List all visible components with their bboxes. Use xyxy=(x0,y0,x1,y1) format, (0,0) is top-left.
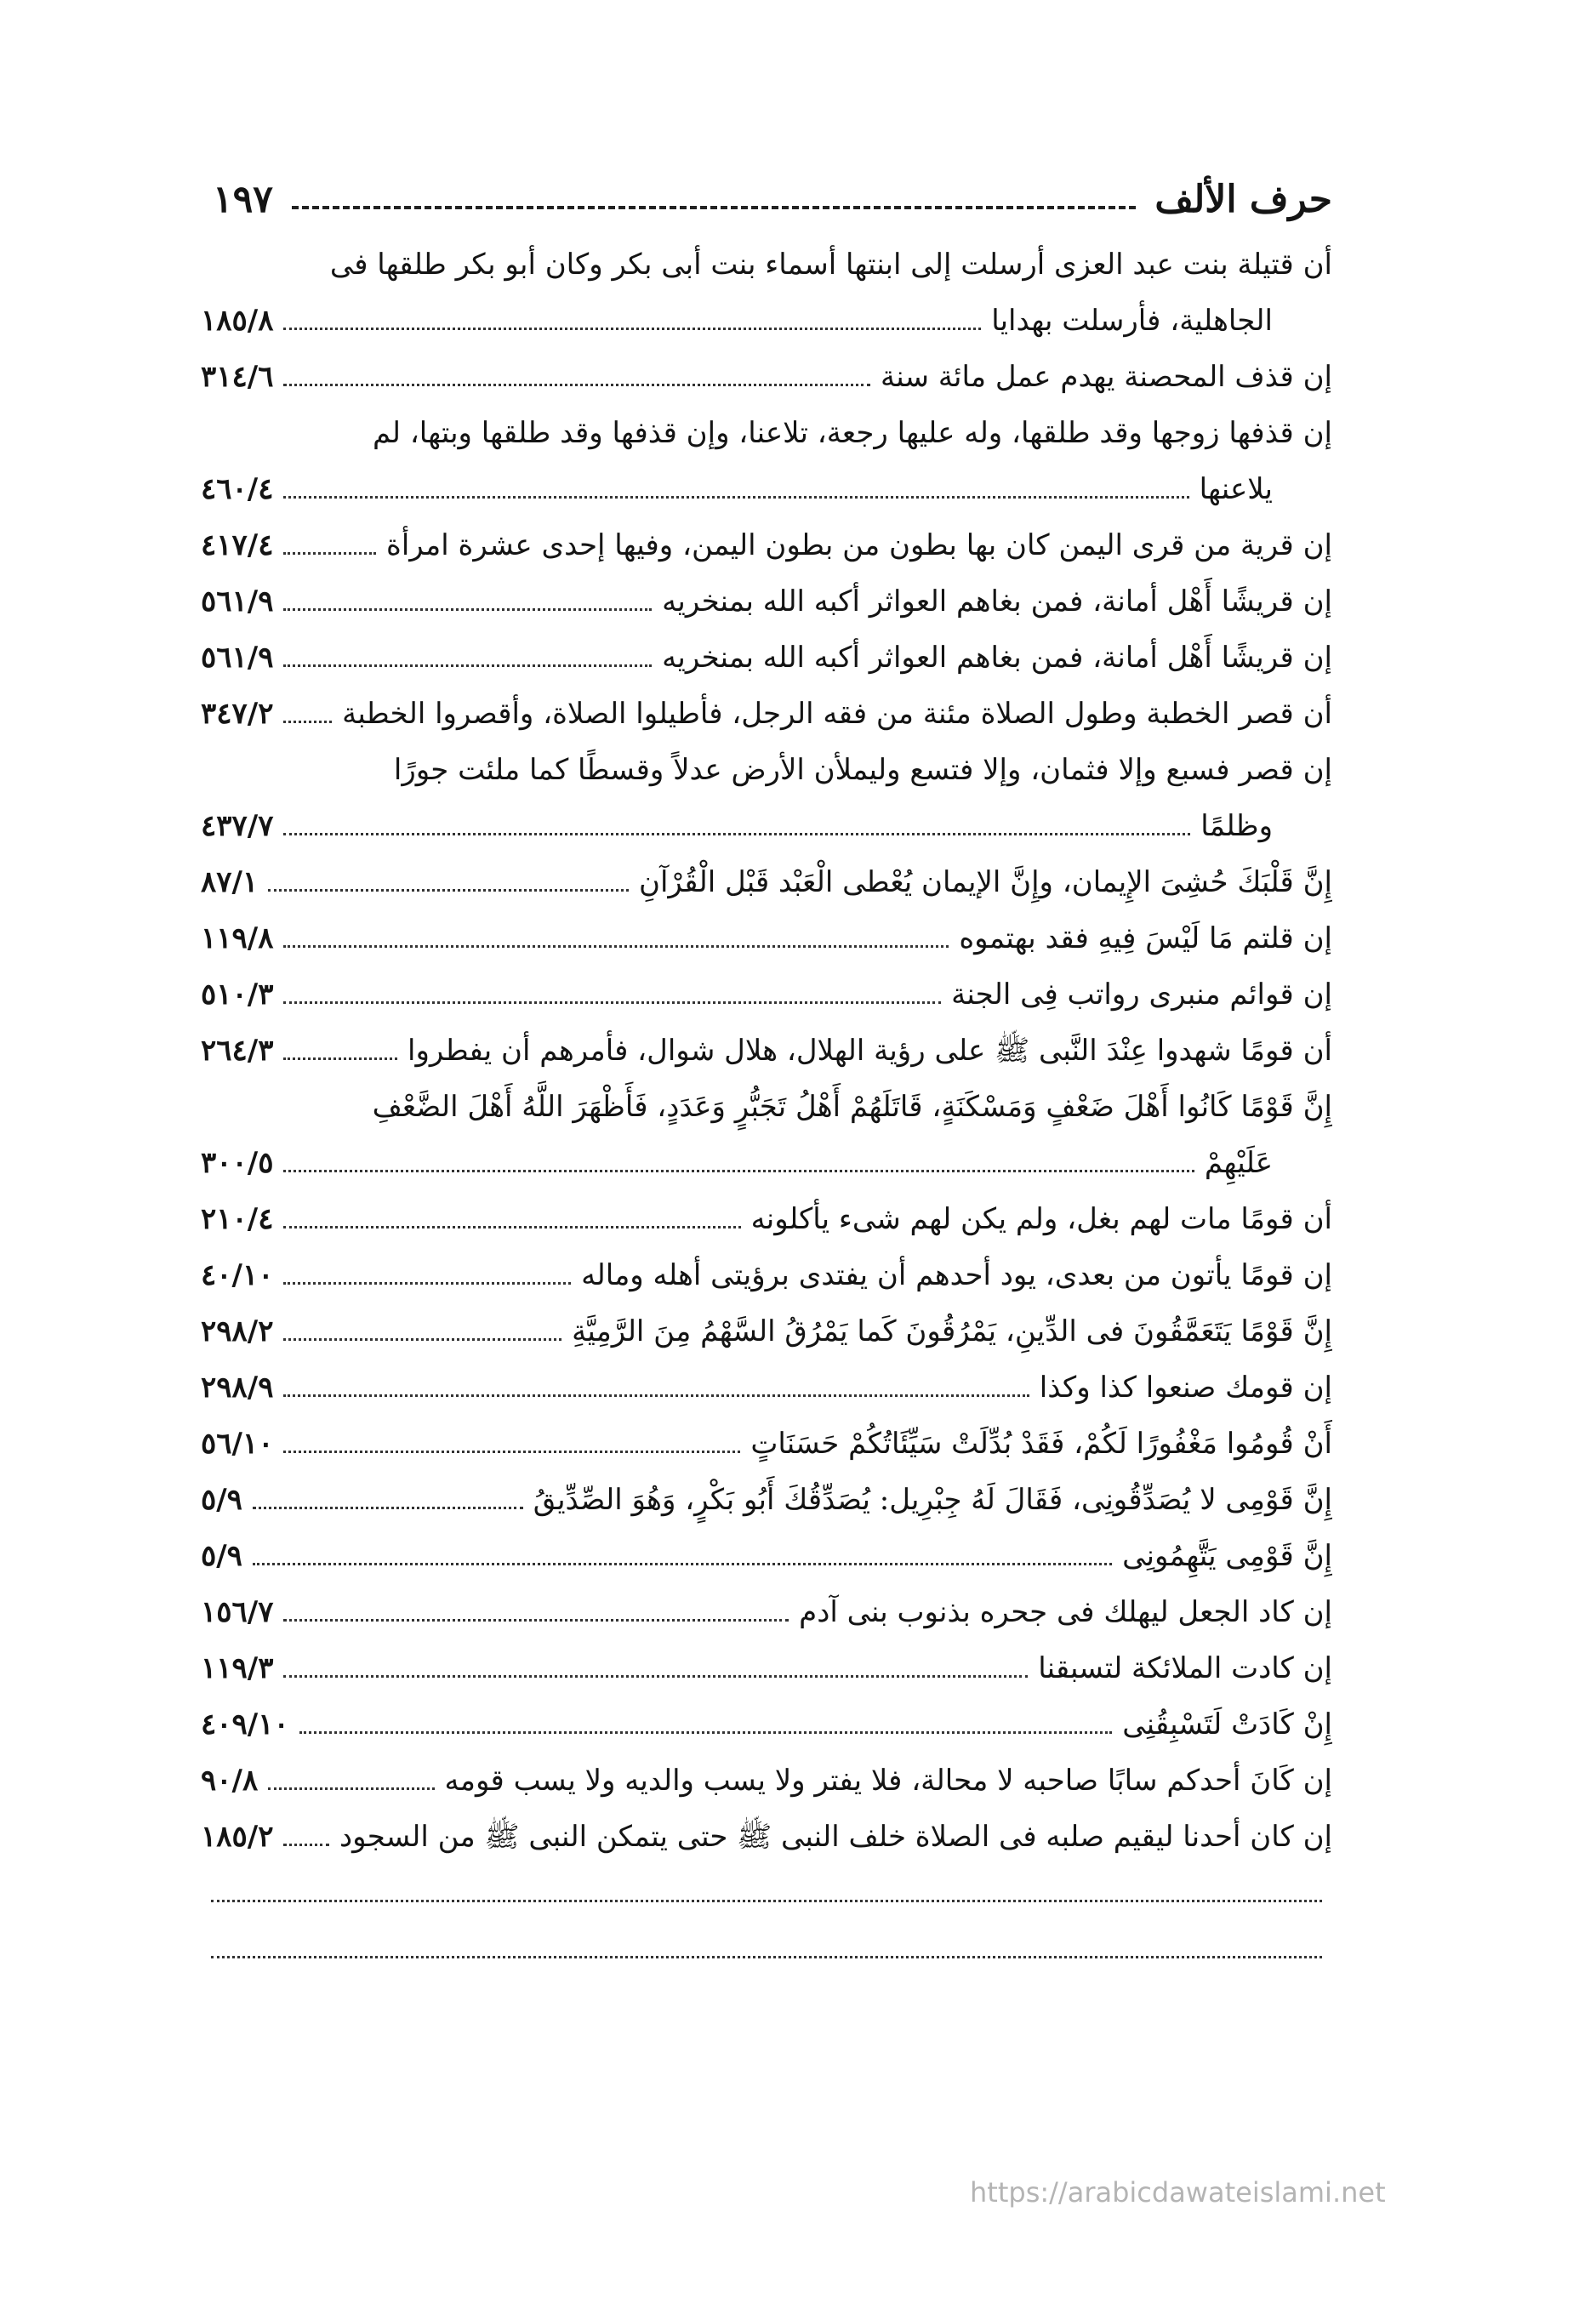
entry-reference: ١١٩/٨ xyxy=(201,921,274,955)
index-entry xyxy=(201,1247,1332,1303)
entry-reference: ٣١٤/٦ xyxy=(201,360,274,394)
leader-dots xyxy=(283,649,652,667)
leader-dots xyxy=(268,1772,434,1790)
entry-text-line: إن قلتم مَا لَيْسَ فِيهِ فقد بهتموه xyxy=(959,921,1332,955)
index-entry xyxy=(201,1528,1332,1584)
index-entry xyxy=(201,1079,1332,1191)
leader-dots xyxy=(268,874,629,892)
index-entry xyxy=(201,1696,1332,1753)
entry-text-line: إن قومًا يأتون من بعدى، يود أحدهم أن يفتدى برؤيتى أهله وماله xyxy=(581,1258,1332,1292)
index-entry xyxy=(201,1191,1332,1247)
index-entry xyxy=(201,405,1332,517)
leader-dots xyxy=(283,1267,571,1285)
index-entry xyxy=(201,686,1332,742)
leader-dots xyxy=(283,1660,1028,1678)
entry-reference: ١٨٥/٨ xyxy=(201,304,274,338)
page-header xyxy=(213,145,1332,221)
index-entry xyxy=(201,237,1332,349)
entry-reference: ٥١٠/٣ xyxy=(201,978,274,1012)
entry-reference: ٣٤٧/٢ xyxy=(201,697,274,731)
index-entry xyxy=(201,1865,1332,1921)
entry-text-line: إن قريشًا أَهْل أمانة، فمن بغاهم العواثر أكبه الله بمنخريه xyxy=(662,584,1332,618)
index-entry xyxy=(201,1584,1332,1640)
entry-text-line: أن قومًا شهدوا عِنْدَ النَّبى ﷺ على رؤية الهلال، هلال شوال، فأمرهم أن يفطروا xyxy=(408,1034,1332,1068)
index-entry xyxy=(201,1023,1332,1079)
index-entry xyxy=(201,1472,1332,1528)
index-entry xyxy=(201,1640,1332,1696)
entry-text-line: إن قذف المحصنة يهدم عمل مائة سنة xyxy=(881,360,1332,394)
page-number: ١٩٧ xyxy=(213,178,273,221)
leader-dots xyxy=(211,1884,1322,1902)
leader-dots xyxy=(253,1491,523,1509)
leader-dots xyxy=(211,1941,1322,1958)
header-rule xyxy=(292,206,1136,209)
leader-dots xyxy=(283,1211,740,1228)
index-entry xyxy=(201,1753,1332,1809)
entry-reference: ٥٦١/٩ xyxy=(201,641,274,675)
leader-dots xyxy=(283,312,981,330)
entry-reference: ١١٩/٣ xyxy=(201,1651,274,1685)
entry-reference: ٩٠/٨ xyxy=(201,1764,259,1798)
leader-dots xyxy=(283,705,332,723)
entry-reference: ٤٣٧/٧ xyxy=(201,809,274,843)
leader-dots xyxy=(283,1828,329,1846)
leader-dots xyxy=(253,1548,1112,1565)
entry-text-line: إن كادت الملائكة لتسبقنا xyxy=(1038,1651,1332,1685)
entry-text-line: وظلمًا xyxy=(1200,809,1273,843)
index-entry xyxy=(201,966,1332,1023)
entry-text-line: يلاعنها xyxy=(1199,472,1273,506)
entry-text-line: الجاهلية، فأرسلت بهدايا xyxy=(991,304,1273,338)
entry-text-line: إِنْ كَادَتْ لَتَسْبِقُنِى xyxy=(1122,1707,1332,1741)
entry-reference: ٢٩٨/٩ xyxy=(201,1371,274,1405)
leader-dots xyxy=(283,368,870,386)
entry-reference: ١٨٥/٢ xyxy=(201,1820,274,1854)
leader-dots xyxy=(283,1604,789,1622)
entry-text-line: إِنَّ قَوْمِى لا يُصَدِّقُونِى، فَقَالَ لَهُ جِبْرِيل: يُصَدِّقُكَ أَبُو بَكْرٍ، وَهُوَ الصِّدِّيقُ xyxy=(533,1483,1332,1517)
index-entry xyxy=(201,854,1332,910)
entry-text-line: إِنَّ قَوْمًا يَتَعَمَّقُونَ فى الدِّينِ، يَمْرُقُونَ كَما يَمْرُقُ السَّهْمُ مِنَ الرَّمِيَّةِ xyxy=(572,1314,1332,1348)
index-entry xyxy=(201,1360,1332,1416)
entry-reference: ٤٠٩/١٠ xyxy=(201,1707,289,1741)
leader-dots xyxy=(283,930,949,948)
entry-reference: ٢٦٤/٣ xyxy=(201,1034,274,1068)
index-entry xyxy=(201,910,1332,966)
entry-reference: ٤٦٠/٤ xyxy=(201,472,274,506)
leader-dots xyxy=(283,537,376,555)
entry-text-line: أن قومًا مات لهم بغل، ولم يكن لهم شىء يأكلونه xyxy=(750,1202,1332,1236)
entry-text-line: إن كَانَ أحدكم سابًا صاحبه لا محالة، فلا يفتر ولا يسب والديه ولا يسب قومه xyxy=(444,1764,1332,1798)
entry-text-line: إن قريشًا أَهْل أمانة، فمن بغاهم العواثر أكبه الله بمنخريه xyxy=(662,641,1332,675)
entry-reference: ٢٩٨/٢ xyxy=(201,1314,274,1348)
entry-reference: ٢١٠/٤ xyxy=(201,1202,274,1236)
index-entry xyxy=(201,349,1332,405)
leader-dots xyxy=(299,1716,1113,1734)
index-entry xyxy=(201,1416,1332,1472)
index-entry xyxy=(201,1809,1332,1865)
leader-dots xyxy=(283,481,1188,499)
leader-dots xyxy=(283,1323,561,1341)
leader-dots xyxy=(283,818,1190,835)
entry-reference: ٣٠٠/٥ xyxy=(201,1146,274,1180)
chapter-title: حرف الألف xyxy=(1154,178,1332,221)
leader-dots xyxy=(283,1435,740,1453)
entry-reference: ٤١٧/٤ xyxy=(201,528,274,562)
entry-text-line: إن قذفها زوجها وقد طلقها، وله عليها رجعة، تلاعنا، وإن قذفها وقد طلقها وبتها، لم xyxy=(373,416,1332,450)
entry-reference: ٨٧/١ xyxy=(201,865,259,899)
leader-dots xyxy=(283,1379,1029,1397)
entry-reference: ٥٦١/٩ xyxy=(201,584,274,618)
entry-text-line: إِنَّ قَوْمِى يَتَّهِمُونِى xyxy=(1122,1539,1332,1573)
leader-dots xyxy=(283,1042,397,1060)
entry-text-line: إن قومك صنعوا كذا وكذا xyxy=(1039,1371,1332,1405)
index-entry xyxy=(201,517,1332,573)
entry-text-line: عَلَيْهِمْ xyxy=(1204,1146,1273,1180)
entry-text-line: إن قصر فسبع وإلا فثمان، وإلا فتسع وليملأن الأرض عدلاً وقسطًا كما ملئت جورًا xyxy=(393,753,1332,787)
entry-text-line: إِنَّ قَوْمًا كَانُوا أَهْلَ ضَعْفٍ وَمَسْكَنَةٍ، قَاتَلَهُمْ أَهْلُ تَجَبُّرٍ وَعَدَدٍ، فَأَظْهَرَ اللَّهُ أَهْلَ الضَّعْفِ xyxy=(372,1090,1332,1124)
index-entry xyxy=(201,630,1332,686)
entry-text-line: إن قرية من قرى اليمن كان بها بطون من بطون اليمن، وفيها إحدى عشرة امرأة xyxy=(386,528,1332,562)
entry-reference: ٥/٩ xyxy=(201,1483,242,1517)
index-entry xyxy=(201,1921,1332,1977)
index-entry xyxy=(201,1303,1332,1360)
leader-dots xyxy=(283,986,941,1004)
entry-text-line: أن قصر الخطبة وطول الصلاة مئنة من فقه الرجل، فأطيلوا الصلاة، وأقصروا الخطبة xyxy=(342,697,1332,731)
entry-reference: ٤٠/١٠ xyxy=(201,1258,274,1292)
entry-reference: ٥٦/١٠ xyxy=(201,1427,274,1461)
hadith-index-list xyxy=(201,237,1332,1977)
source-watermark: https://arabicdawateislami.net xyxy=(970,2176,1386,2209)
index-entry xyxy=(201,573,1332,630)
index-entry xyxy=(201,742,1332,854)
entry-text-line: إن كاد الجعل ليهلك فى جحره بذنوب بنى آدم xyxy=(799,1595,1332,1629)
leader-dots xyxy=(283,1154,1194,1172)
entry-text-line: أَنْ قُومُوا مَغْفُورًا لَكُمْ، فَقَدْ بُدِّلَتْ سَيِّئَاتُكُمْ حَسَنَاتٍ xyxy=(750,1427,1332,1461)
entry-reference: ١٥٦/٧ xyxy=(201,1595,274,1629)
entry-text-line: إن قوائم منبرى رواتب فِى الجنة xyxy=(951,978,1332,1012)
entry-text-line: إن كان أحدنا ليقيم صلبه فى الصلاة خلف النبى ﷺ حتى يتمكن النبى ﷺ من السجود xyxy=(339,1820,1332,1854)
entry-text-line: أن قتيلة بنت عبد العزى أرسلت إلى ابنتها أسماء بنت أبى بكر وكان أبو بكر طلقها فى xyxy=(329,248,1332,282)
entry-reference: ٥/٩ xyxy=(201,1539,242,1573)
leader-dots xyxy=(283,593,652,611)
entry-text-line: إِنَّ قَلْبَكَ حُشِىَ الإِيمان، وإِنَّ الإيمان يُعْطى الْعَبْد قَبْل الْقُرْآنِ xyxy=(638,865,1332,899)
